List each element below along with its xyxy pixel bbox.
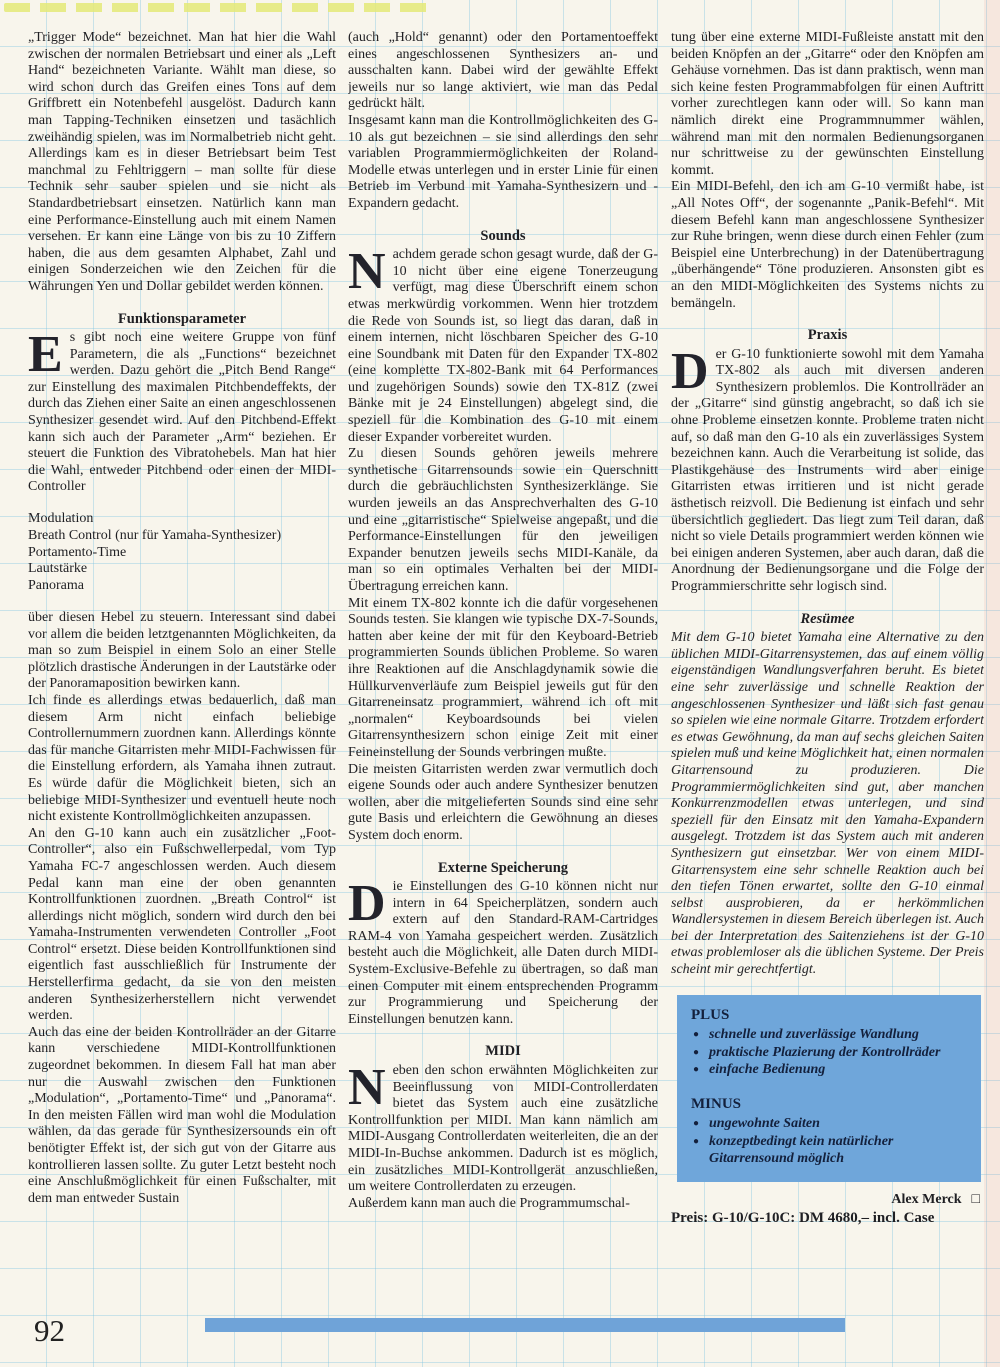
column-middle: [348, 30, 658, 1318]
section-heading-funktionsparameter: Funktionsparameter: [117, 310, 247, 327]
list-item: Panorama: [28, 578, 84, 594]
paragraph-text: eben den schon erwähnten Möglichkeiten zur Beeinflussung von MIDI-Controllerdaten bietet das System auch eine zusätzliche Kontrollfunktion per MIDI. Man kann nämlich am MIDI-Ausgang Controllerdaten weiterleiten, die an der MIDI-In-Buchse ankommen. Dadurch ist es möglich, ein zusätzliches MIDI-Kontrollgerät anzuschließen, um weitere Controllerdaten zu erzeugen.: [348, 1063, 658, 1195]
paragraph: Ich finde es allerdings etwas bedauerlich, daß man diesem Arm nicht einfach beliebige Controllernummern zuordnen kann. Allerdings könnte das für manche Gitarristen mehr MIDI-Fachwissen für die Einstellung erfordern, als Yamaha ihnen zutraut. Es würde dafür die Möglichkeit bieten, sich an beliebige MIDI-Synthesizer und eventuell heute noch nicht existente Kontrollmöglichkeiten anzupassen.: [28, 692, 336, 825]
list-item: Portamento-Time: [28, 544, 127, 560]
list-item: Modulation: [28, 511, 94, 527]
dropcap-letter: N: [348, 1059, 386, 1117]
paragraph-text: ie Einstellungen des G-10 können nicht nur intern in 64 Speicherplätzen, sondern auch extern auf den Standard-RAM-Cartridges RAM-4 von Yamaha gespeichert werden. Zusätzlich besteht auch die Möglichkeit, alle Daten durch MIDI-System-Exclusive-Befehle zu übertragen, so daß man einen Computer mit einem entsprechenden Programm zur Programmierung und Speicherung der Einstellungen benutzen kann.: [348, 879, 658, 1027]
page-number: 92: [34, 1313, 65, 1348]
paragraph-with-dropcap: [348, 1059, 658, 1196]
end-of-article-marker: □: [971, 1191, 980, 1207]
column-right: [671, 30, 984, 1318]
plus-item: ● einfache Bedienung: [691, 1061, 967, 1079]
paragraph: Insgesamt kann man die Kontrollmöglichkeiten des G-10 als gut bezeichnen – sie sind allerdings den sehr variablen Programmiermöglichkeiten der Roland-Modelle etwas unterlegen und in erster Linie für einen Betrieb im Verbund mit Yamaha-Synthesizern und -Expandern gedacht.: [348, 112, 658, 211]
dropcap-letter: E: [28, 326, 63, 384]
paragraph: Ein MIDI-Befehl, den ich am G-10 vermißt habe, ist „All Notes Off“, der sogenannte „Panik-Befehl“. Mit diesem Befehl kann man angeschlossene Synthesizer zur Ruhe bringen, wenn diese durch einen Fehler (zum Beispiel eine Unterbrechung) in der Datenübertragung „überhängende“ Töne produzieren. Ansonsten gibt es an den MIDI-Möglichkeiten des Systems nichts zu bemängeln.: [671, 179, 984, 311]
paragraph: Mit einem TX-802 konnte ich die dafür vorgesehenen Sounds testen. Sie klangen wie typische DX-7-Sounds, hatten aber keine der mit für den Keyboard-Betrieb programmierten Sounds üblichen Probleme. So waren ihre Reaktionen auf die Anschlagdynamik sowie die Hüllkurvenverläufe zum Beispiel jeweils gut für den Gitarreneinsatz programmiert, während ich oft mit „normalen“ Keyboardsounds bei vielen Gitarrensynthesizern schon einige Zeit mit einer Feineinstellung der Sounds verbringen mußte.: [348, 595, 658, 760]
plus-label: PLUS: [691, 1006, 730, 1023]
author-byline: [671, 1192, 984, 1209]
paragraph: Zu diesen Sounds gehören jeweils mehrere synthetische Gitarrensounds sowie ein Querschnitt durch die gebräuchlichsten Synthesizerklänge. Sie wurden jeweils an das Ansprechverhalten des G-10 und eine „gitarristische“ Spielweise angepaßt, und die Performance-Einstellungen für den jeweiligen Expander benutzen jeweils sechs MIDI-Kanäle, da man so ein optimales Verhalten bei der MIDI-Übertragung erreichen kann.: [348, 446, 658, 594]
faded-print-artifact: [4, 3, 434, 12]
dropcap-letter: N: [348, 243, 386, 301]
resumee-section: [671, 611, 984, 979]
paragraph-text: er G-10 funktionierte sowohl mit dem Yamaha TX-802 als auch mit diversen anderen Synthesizern problemlos. Die Kontrollräder an der „Gitarre“ sind günstig angebracht, so daß ich sie ohne Probleme einsetzen konnte. Probleme traten nicht auf, so daß man den G-10 als ein zuverlässiges System bezeichnen kann. Auch die Verarbeitung ist solide, das Plastikgehäuse des Instruments wird aber einige Gitarristen etwas irritieren und ist nicht gerade ästhetisch reizvoll. Die Bedienung ist einfach und sehr übersichtlich gegliedert. Das liegt zum Teil daran, daß nicht so viele Details programmiert werden können wie bei einigen anderen Systemen, aber auch daran, daß die Anordnung der Bedienungsorgane und die Folge der Programmierschritte sehr logisch sind.: [671, 346, 984, 594]
dropcap-letter: D: [671, 342, 709, 400]
plus-item: ● schnelle und zuverlässige Wandlung: [691, 1026, 967, 1044]
paragraph: Auch das eine der beiden Kontrollräder an der Gitarre kann verschiedene MIDI-Kontrollfunktionen zugeordnet bekommen. In diesem Fall hat man aber nur die Auswahl zwischen den Funktionen „Modulation“, „Portamento-Time“ und „Panorama“. In den meisten Fällen wird man wohl die Modulation wählen, da das gerade für Synthesizersounds ein oft benötigter Effekt ist, der sich gut von der Gitarre aus kontrollieren lassen sollte. Zu guter Letzt besteht noch eine Anschlußmöglichkeit für einen Fußschalter, mit dem man entweder Sustain: [28, 1024, 336, 1206]
list-item: Breath Control (nur für Yamaha-Synthesizer): [28, 527, 282, 543]
plus-minus-box: [677, 995, 981, 1182]
paragraph: Außerdem kann man auch die Programmumschal-: [348, 1195, 630, 1211]
paragraph: (auch „Hold“ genannt) oder den Portamentoeffekt eines angeschlossenen Synthesizers an- und ausschalten kann. Dabei wird der gewählte Effekt jeweils nur so lange aktiviert, wie man das Pedal gedrückt hält.: [348, 30, 658, 112]
paragraph-with-dropcap: [348, 243, 658, 446]
footer-accent-bar: [205, 1318, 845, 1332]
paragraph-with-dropcap: [348, 875, 658, 1028]
plus-item: ● praktische Plazierung der Kontrollräder: [691, 1044, 967, 1062]
paragraph: Die meisten Gitarristen werden zwar vermutlich doch eigene Sounds oder auch andere Synthesizer benutzen wollen, aber die mitgelieferten Sounds sind eine sehr gute Basis und erleichtern die Gewöhnung an dieses System doch enorm.: [348, 761, 658, 843]
paragraph-text: s gibt noch eine weitere Gruppe von fünf Parametern, die als „Functions“ bezeichnet werden. Dazu gehört die „Pitch Bend Range“ zur Einstellung des maximalen Pitchbendeffekts, der durch das Ziehen einer Saite an einen angeschlossenen Synthesizer gesendet wird. Auf den Pitchbend-Effekt kann sich auch der Parameter „Arm“ beziehen. Er steuert die Funktion des Vibratohebels. Man hat hier die Wahl, entweder Pitchbend oder einen der MIDI-Controller: [28, 330, 336, 495]
column-left: [28, 30, 336, 1318]
dropcap-letter: D: [348, 875, 386, 933]
page-edge-tint: [984, 0, 1000, 1367]
section-heading-sounds: Sounds: [480, 227, 526, 244]
paragraph-with-dropcap: [28, 326, 336, 496]
section-heading-externe-speicherung: Externe Speicherung: [437, 859, 569, 876]
price-line: Preis: G-10/G-10C: DM 4680,– incl. Case: [671, 1210, 935, 1227]
paragraph: über diesen Hebel zu steuern. Interessant sind dabei vor allem die beiden letztgenannten Möglichkeiten, da man so zum Beispiel in einem Solo an einer Stelle plötzlich drastische Änderungen in der Lautstärke oder der Panoramaposition bewirken kann.: [28, 610, 336, 692]
section-heading-midi: MIDI: [485, 1043, 521, 1060]
section-heading-praxis: Praxis: [807, 327, 848, 344]
minus-item: ● konzeptbedingt kein natürlicher Gitarrensound möglich: [691, 1133, 967, 1168]
minus-label: MINUS: [691, 1095, 742, 1112]
paragraph: An den G-10 kann auch ein zusätzlicher „Foot-Controller“, also ein Fußschwellerpedal, vom Typ Yamaha FC-7 angeschlossen werden. Auch diesem Pedal kann man eine der oben genannten Kontrollfunktionen zuordnen. „Breath Control“ ist allerdings nicht möglich, sondern wird durch den bei Yamaha-Instrumenten verwendeten Controller „Foot Control“ ersetzt. Diese beiden Kontrollfunktionen sind eigentlich fast ausschließlich für Instrumente der Herstellerfirma gedacht, da sie von den meisten anderen Synthesizerherstellern nicht verwendet werden.: [28, 825, 336, 1024]
paragraph-with-dropcap: [671, 342, 984, 596]
section-heading-resumee: Resümee: [800, 610, 855, 627]
paragraph: Mit dem G-10 bietet Yamaha eine Alternative zu den üblichen MIDI-Gitarrensystemen, das auf einem völlig eigenständigen Wandlungsverfahren beruht. Es bietet eine sehr zuverlässige und schnelle Reaktion der angeschlossenen Synthesizer und läßt sich fast genau so spielen wie eine normale Gitarre. Trotzdem erfordert es etwas Gewöhnung, da man auf sechs gleichen Saiten spielen muß und keine Möglichkeit hat, einen normalen Gitarrensound zu produzieren. Die Programmiermöglichkeiten sind gut, aber manchen Konkurrenzmodellen etwas unterlegen, und sind speziell für den Einsatz mit den Yamaha-Expandern ausgelegt. Trotzdem ist das System auch mit anderen Synthesizern gut einsetzbar. Wer von einem MIDI-Gitarrensystem eine sehr schnelle Reaktion auch bei den tiefen Tönen erwartet, sollte den G-10 einmal selbst ausprobieren, da er herkömmlichen Wandlersystemen in diesem Bereich überlegen ist. Auch bei der Interpretation des Saitenziehens ist der G-10 etwas problemloser als die üblichen Systeme. Der Preis scheint mir gerechtfertigt.: [671, 630, 984, 978]
author-name: Alex Merck: [891, 1191, 962, 1207]
parameter-list: [28, 511, 336, 595]
minus-item: ● ungewohnte Saiten: [691, 1115, 967, 1133]
box-spacer: [691, 1079, 967, 1094]
list-item: Lautstärke: [28, 561, 88, 577]
paragraph: „Trigger Mode“ bezeichnet. Man hat hier die Wahl zwischen der normalen Betriebsart und einer als „Left Hand“ bezeichneten Variante. Wählt man diese, so wird schon durch das Greifen eines Tons auf dem Griffbrett ein Notenbefehl ausgelöst. Dadurch kann man Tapping-Techniken einsetzen und tasächlich zweihändig spielen, was im Normalbetrieb nicht geht. Allerdings kam es in dieser Betriebsart beim Test manchmal zu Fehltriggern – man sollte für diese Technik sehr sauber spielen und sie nicht als Standardbetriebsart einsetzen. Natürlich kann man eine Performance-Einstellung auch mit einem Namen versehen. Er kann eine Länge von bis zu 10 Ziffern haben, die aus dem gesamten Alphabet, Zahl und einigen Sonderzeichen wie den Zeichen für die Währungen Yen und Dollar gebildet werden können.: [28, 30, 336, 294]
paragraph: tung über eine externe MIDI-Fußleiste anstatt mit den beiden Knöpfen an der „Gitarre“ oder den Knöpfen am Gehäuse vornehmen. Das ist dann praktisch, wenn man sich keine festen Programmabfolgen für einen Auftritt vorher zurechtlegen kann oder will. So kann man nämlich direkt eine Programmnummer wählen, während man mit den normalen Bedienungsorganen nur schrittweise zu der gewünschten Einstellung kommt.: [671, 30, 984, 178]
paragraph-text: achdem gerade schon gesagt wurde, daß der G-10 nicht über eine eigene Tonerzeugung verfügt, mag diese Überschrift einem schon etwas merkwürdig vorkommen. Wenn hier trotzdem die Rede von Sounds ist, so liegt das daran, daß in einem internen, nicht löschbaren Speicher des G-10 eine Soundbank mit Daten für den Expander TX-802 (eine komplette TX-802-Bank mit 64 Performances und zugehörigen Sounds) sowie den TX-81Z (zwei Bänke mit je 24 Einstellungen) abgelegt sind, die speziell für die Kombination des G-10 mit einem dieser Expander vorbereitet wurden.: [348, 247, 658, 445]
